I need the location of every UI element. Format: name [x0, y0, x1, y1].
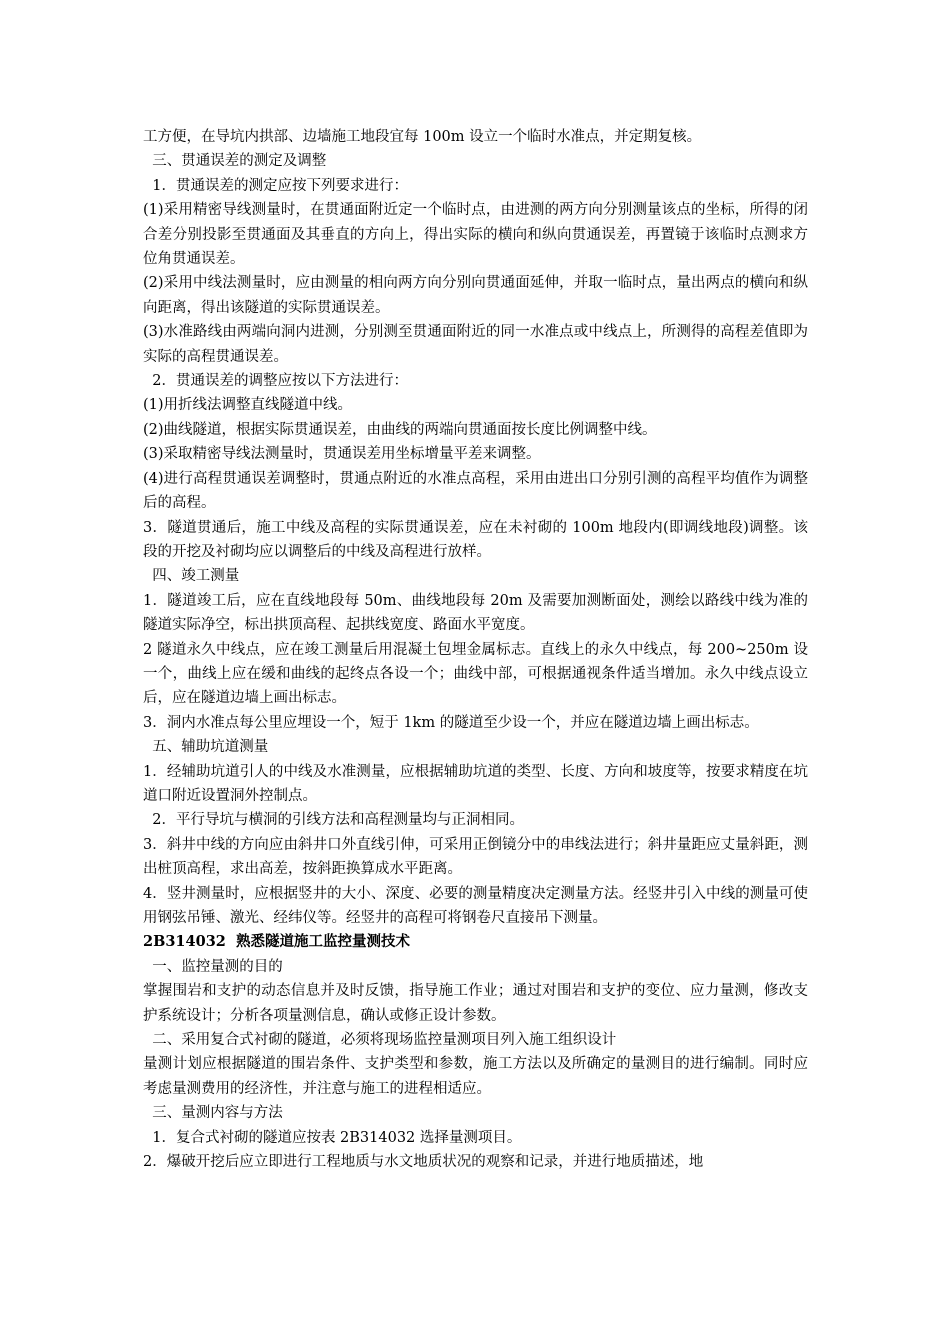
paragraph: 2 隧道永久中线点，应在竣工测量后用混凝土包埋金属标志。直线上的永久中线点，每 200~250m 设一个，曲线上应在缓和曲线的起终点各设一个；曲线中部，可根据通视条件适当增加。永久中线点设立后，应在隧道边墙上画出标志。	[143, 641, 808, 707]
document-body	[143, 125, 808, 1174]
paragraph: (2)曲线隧道，根据实际贯通误差，由曲线的两端向贯通面按长度比例调整中线。	[143, 421, 657, 438]
paragraph: 1．复合式衬砌的隧道应按表 2B314032 选择量测项目。	[143, 1129, 522, 1146]
paragraph: 量测计划应根据隧道的围岩条件、支护类型和参数，施工方法以及所确定的量测目的进行编制。同时应考虑量测费用的经济性，并注意与施工的进程相适应。	[143, 1056, 808, 1097]
section-heading: 三、贯通误差的测定及调整	[143, 153, 327, 170]
paragraph: (2)采用中线法测量时，应由测量的相向两方向分别向贯通面延伸，并取一临时点，量出两点的横向和纵向距离，得出该隧道的实际贯通误差。	[143, 275, 808, 316]
paragraph: 2．贯通误差的调整应按以下方法进行：	[143, 373, 408, 390]
paragraph: 2．平行导坑与横洞的引线方法和高程测量均与正洞相同。	[143, 812, 524, 829]
paragraph: 1．经辅助坑道引人的中线及水准测量，应根据辅助坑道的类型、长度、方向和坡度等，按要求精度在坑道口附近设置洞外控制点。	[143, 763, 808, 804]
paragraph: 3．斜井中线的方向应由斜井口外直线引伸，可采用正倒镜分中的串线法进行；斜井量距应丈量斜距，测出桩顶高程，求出高差，按斜距换算成水平距离。	[143, 836, 808, 878]
section-heading: 四、竣工测量	[143, 568, 240, 585]
section-heading: 二、采用复合式衬砌的隧道，必须将现场监控量测项目列入施工组织设计	[143, 1032, 617, 1049]
paragraph: (4)进行高程贯通误差调整时，贯通点附近的水准点高程，采用由进出口分别引测的高程平均值作为调整后的高程。	[143, 470, 808, 512]
paragraph: 掌握围岩和支护的动态信息并及时反馈，指导施工作业；通过对围岩和支护的变位、应力量测，修改支护系统设计；分析各项量测信息，确认或修正设计参数。	[143, 983, 808, 1024]
paragraph: 4．竖井测量时，应根据竖井的大小、深度、必要的测量精度决定测量方法。经竖井引入中线的测量可使用钢弦吊锤、激光、经纬仪等。经竖井的高程可将钢卷尺直接吊下测量。	[143, 885, 808, 926]
chapter-heading: 2B314032 熟悉隧道施工监控量测技术	[143, 933, 410, 951]
paragraph: (1)用折线法调整直线隧道中线。	[143, 397, 353, 414]
paragraph: (1)采用精密导线测量时，在贯通面附近定一个临时点，由进测的两方向分别测量该点的坐标，所得的闭合差分别投影至贯通面及其垂直的方向上，得出实际的横向和纵向贯通误差，再置镜于该临时点测求方位角贯通误差。	[143, 202, 808, 268]
paragraph: (3)水准路线由两端向洞内进测，分别测至贯通面附近的同一水准点或中线点上，所测得的高程差值即为实际的高程贯通误差。	[143, 324, 808, 365]
section-heading: 三、量测内容与方法	[143, 1105, 283, 1122]
paragraph: 1．贯通误差的测定应按下列要求进行：	[143, 177, 408, 194]
section-heading: 一、监控量测的目的	[143, 958, 283, 975]
paragraph: 3．隧道贯通后，施工中线及高程的实际贯通误差，应在未衬砌的 100m 地段内(即调线地段)调整。该段的开挖及衬砌均应以调整后的中线及高程进行放样。	[143, 519, 808, 560]
paragraph: (3)采取精密导线法测量时，贯通误差用坐标增量平差来调整。	[143, 446, 541, 463]
paragraph: 工方便，在导坑内拱部、边墙施工地段宜每 100m 设立一个临时水准点，并定期复核。	[143, 129, 702, 145]
paragraph: 3．洞内水准点每公里应埋设一个，短于 1km 的隧道至少设一个，并应在隧道边墙上画出标志。	[143, 714, 759, 731]
paragraph: 2．爆破开挖后应立即进行工程地质与水文地质状况的观察和记录，并进行地质描述，地	[143, 1154, 704, 1171]
section-heading: 五、辅助坑道测量	[143, 739, 269, 756]
paragraph: 1．隧道竣工后，应在直线地段每 50m、曲线地段每 20m 及需要加测断面处，测绘以路线中线为准的隧道实际净空，标出拱顶高程、起拱线宽度、路面水平宽度。	[143, 592, 808, 634]
